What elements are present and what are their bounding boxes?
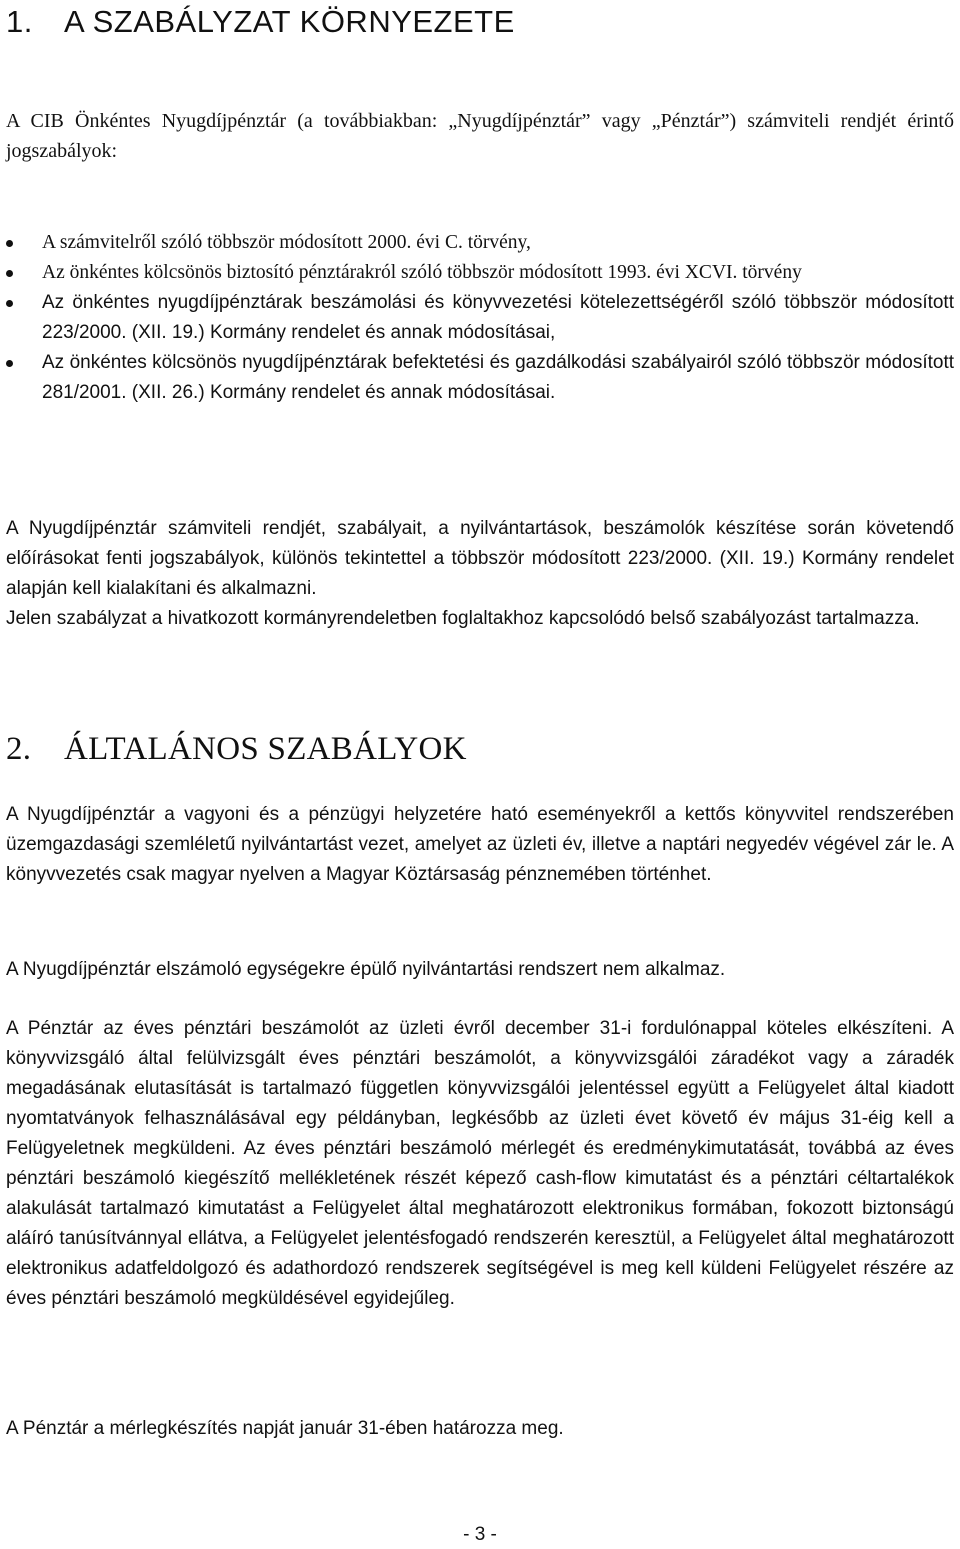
section-1-paragraph-1: A Nyugdíjpénztár számviteli rendjét, szabályait, a nyilvántartások, beszámolók készítése során követendő előírásokat fenti jogszabályok, különös tekintettel a többször módosított 223/2000. (XII. 19.) Kormány rendelet alapján kell kialakítani és alkalmazni. [6,518,954,599]
section-1-paragraph-2: Jelen szabályzat a hivatkozott kormányrendeletben foglaltakhoz kapcsolódó belső szabályozást tartalmazza. [6,608,920,629]
section-1-number: 1. [6,4,33,39]
section-2-paragraph-4: A Pénztár a mérlegkészítés napját január 31-ében határozza meg. [6,1418,564,1439]
section-2-paragraph-3: A Pénztár az éves pénztári beszámolót az üzleti évről december 31-i fordulónappal köteles elkészíteni. A könyvvizsgáló által felülvizsgált éves pénztári beszámolót, a könyvvizsgálói záradékot vagy a záradék megadásának elutasítását is tartalmazó független könyvvizsgálói jelentéssel együtt a Felügyelet által kiadott nyomtatványok felhasználásával egy példányban, legkésőbb az üzleti évet követő év május 31-éig kell a Felügyeletnek megküldeni. Az éves pénztári beszámoló mérlegét és eredménykimutatását, továbbá az éves pénztári beszámoló kiegészítő mellékletének részét képező cash-flow kimutatást és a pénztári céltartalékok alakulását tartalmazó kimutatást a Felügyelet által meghatározott elektronikus formában, fokozott biztonságú aláíró tanúsítvánnyal ellátva, a Felügyelet jelentésfogadó rendszerén keresztül, a Felügyelet által meghatározott elektronikus adatfeldolgozó és adathordozó rendszerek segítségével is meg kell küldeni Felügyelet részére az éves pénztári beszámoló megküldésével egyidejűleg. [6,1018,954,1309]
bullet-icon [6,300,13,307]
section-1-heading [6,3,515,41]
list-item-text: Az önkéntes kölcsönös biztosító pénztárakról szóló többször módosított 1993. évi XCVI. törvény [42,262,802,283]
list-item-text: Az önkéntes kölcsönös nyugdíjpénztárak befektetési és gazdálkodási szabályairól szóló többször módosított 281/2001. (XII. 26.) Kormány rendelet és annak módosításai. [42,352,954,403]
section-1-title: A SZABÁLYZAT KÖRNYEZETE [64,4,515,39]
bullet-icon [6,360,13,367]
list-item [6,228,954,258]
bullet-icon [6,270,13,277]
list-item-text: A számvitelről szóló többször módosított 2000. évi C. törvény, [42,232,531,253]
section-2-number: 2. [6,731,32,767]
list-item [6,258,954,288]
section-2-paragraph-1: A Nyugdíjpénztár a vagyoni és a pénzügyi helyzetére ható eseményekről a kettős könyvvitel rendszerében üzemgazdasági szemléletű nyilvántartást vezet, amelyet az üzleti év, illetve a naptári negyedév végével zár le. A könyvvezetés csak magyar nyelven a Magyar Köztársaság pénznemében történhet. [6,804,954,885]
bullet-icon [6,240,13,247]
list-item [6,288,954,348]
legislation-list [6,228,954,408]
section-1-intro: A CIB Önkéntes Nyugdíjpénztár (a továbbiakban: „Nyugdíjpénztár” vagy „Pénztár”) számviteli rendjét érintő jogszabályok: [6,110,954,162]
section-2-title: ÁLTALÁNOS SZABÁLYOK [64,731,467,767]
list-item [6,348,954,408]
list-item-text: Az önkéntes nyugdíjpénztárak beszámolási és könyvvezetési kötelezettségéről szóló többször módosított 223/2000. (XII. 19.) Kormány rendelet és annak módosításai, [42,292,954,343]
section-2-heading [6,729,467,769]
section-2-paragraph-2: A Nyugdíjpénztár elszámoló egységekre épülő nyilvántartási rendszert nem alkalmaz. [6,959,726,980]
page-number: - 3 - [463,1524,497,1545]
